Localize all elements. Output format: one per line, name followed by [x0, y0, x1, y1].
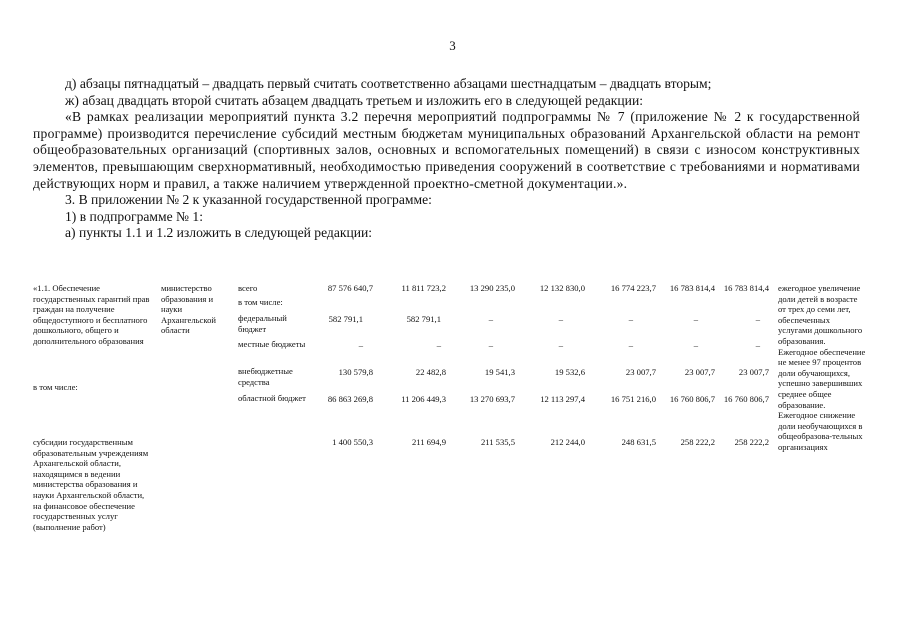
value-cell: 86 863 269,8	[327, 394, 373, 404]
value-cell: 258 222,2	[734, 437, 769, 447]
source-label: внебюджетные средства	[238, 366, 293, 387]
value-cell: 12 113 297,4	[540, 394, 585, 404]
value-cell: –	[628, 340, 633, 350]
value-cell: 16 751 216,0	[610, 394, 656, 404]
value-cell: 582 791,1	[328, 314, 363, 324]
value-cell: 211 694,9	[411, 437, 446, 447]
value-cell: 16 783 814,4	[669, 283, 715, 293]
value-cell: –	[693, 340, 698, 350]
value-cell: –	[488, 340, 493, 350]
value-cell: 13 270 693,7	[469, 394, 515, 404]
source-label: областной бюджет	[238, 393, 306, 403]
value-cell: –	[488, 314, 493, 324]
paragraph-quote: «В рамках реализации мероприятий пункта 3.2 перечня мероприятий подпрограммы № 7 (приложение № 2 к государственной программе) производится перечисление субсидий местным бюджетам муниципальных образований Архангельской области на ремонт общеобразовательных организаций (спортивных залов, основных и вспомогательных помещений) в связи с износом конструктивных элементов, превышающим сверхнормативный, необходимостью приведения сооружений в соответствие с требованиями и нормативами действующих норм и правил, а также наличием утвержденной проектно-сметной документации.».	[33, 109, 860, 191]
value-cell: 19 541,3	[484, 367, 515, 377]
value-cell: –	[628, 314, 633, 324]
measure-subsidy-cell: субсидии государственным образовательным учреждениям Архангельской области, находящимся в ведении министерства образования и науки Архангельской области, на финансовое обеспечение государственных услуг (выполнение работ)	[33, 437, 149, 532]
value-cell: 87 576 640,7	[327, 283, 373, 293]
source-label: всего	[238, 283, 258, 293]
paragraph-item-a: а) пункты 1.1 и 1.2 изложить в следующей редакции:	[65, 225, 373, 241]
value-cell: 11 206 449,3	[401, 394, 446, 404]
value-cell: 16 760 806,7	[723, 394, 769, 404]
value-cell: 248 631,5	[621, 437, 656, 447]
source-label: местные бюджеты	[238, 339, 306, 349]
value-cell: 22 482,8	[415, 367, 446, 377]
value-cell: 258 222,2	[680, 437, 715, 447]
value-cell: 13 290 235,0	[469, 283, 515, 293]
value-cell: –	[755, 314, 760, 324]
value-cell: 23 007,7	[738, 367, 769, 377]
measure-including-cell: в том числе:	[33, 382, 78, 392]
value-cell: 211 535,5	[480, 437, 515, 447]
value-cell: –	[755, 340, 760, 350]
executor-cell: министерство образования и науки Архангельской области	[161, 283, 216, 336]
measure-name-cell: «1.1. Обеспечение государственных гарантий прав граждан на получение общедоступного и бесплатного дошкольного, общего и дополнительного образования	[33, 283, 150, 346]
value-cell: 130 579,8	[338, 367, 373, 377]
value-cell: 212 244,0	[550, 437, 585, 447]
value-cell: 23 007,7	[625, 367, 656, 377]
paragraph-item-1: 1) в подпрограмме № 1:	[65, 208, 203, 224]
value-cell: 12 132 830,0	[539, 283, 585, 293]
value-cell: –	[558, 314, 563, 324]
value-cell: –	[436, 340, 441, 350]
document-body	[33, 76, 860, 242]
value-cell: 23 007,7	[684, 367, 715, 377]
value-cell: 11 811 723,2	[401, 283, 446, 293]
paragraph-item-3: 3. В приложении № 2 к указанной государственной программе:	[65, 192, 432, 208]
value-cell: –	[358, 340, 363, 350]
expected-result-cell: ежегодное увеличение доли детей в возрасте от трех до семи лет, обеспеченных услугами дошкольного образования. Ежегодное обеспечение не менее 97 процентов доли обучающихся, успешно завершивших среднее общее образование. Ежегодное снижение доли необучающихся в общеобразова-тельных организациях	[778, 283, 866, 452]
value-cell: 582 791,1	[406, 314, 441, 324]
value-cell: 16 760 806,7	[669, 394, 715, 404]
paragraph-d: д) абзацы пятнадцатый – двадцать первый считать соответственно абзацами шестнадцатым – двадцать вторым;	[65, 76, 712, 91]
value-cell: –	[693, 314, 698, 324]
value-cell: 19 532,6	[554, 367, 585, 377]
source-label: федеральный бюджет	[238, 313, 287, 334]
paragraph-zh: ж) абзац двадцать второй считать абзацем двадцать третьем и изложить его в следующей редакции:	[65, 92, 643, 108]
value-cell: 16 783 814,4	[723, 283, 769, 293]
value-cell: 1 400 550,3	[332, 437, 373, 447]
page-number: 3	[449, 38, 456, 53]
value-cell: –	[558, 340, 563, 350]
source-label: в том числе:	[238, 297, 283, 307]
value-cell: 16 774 223,7	[610, 283, 656, 293]
